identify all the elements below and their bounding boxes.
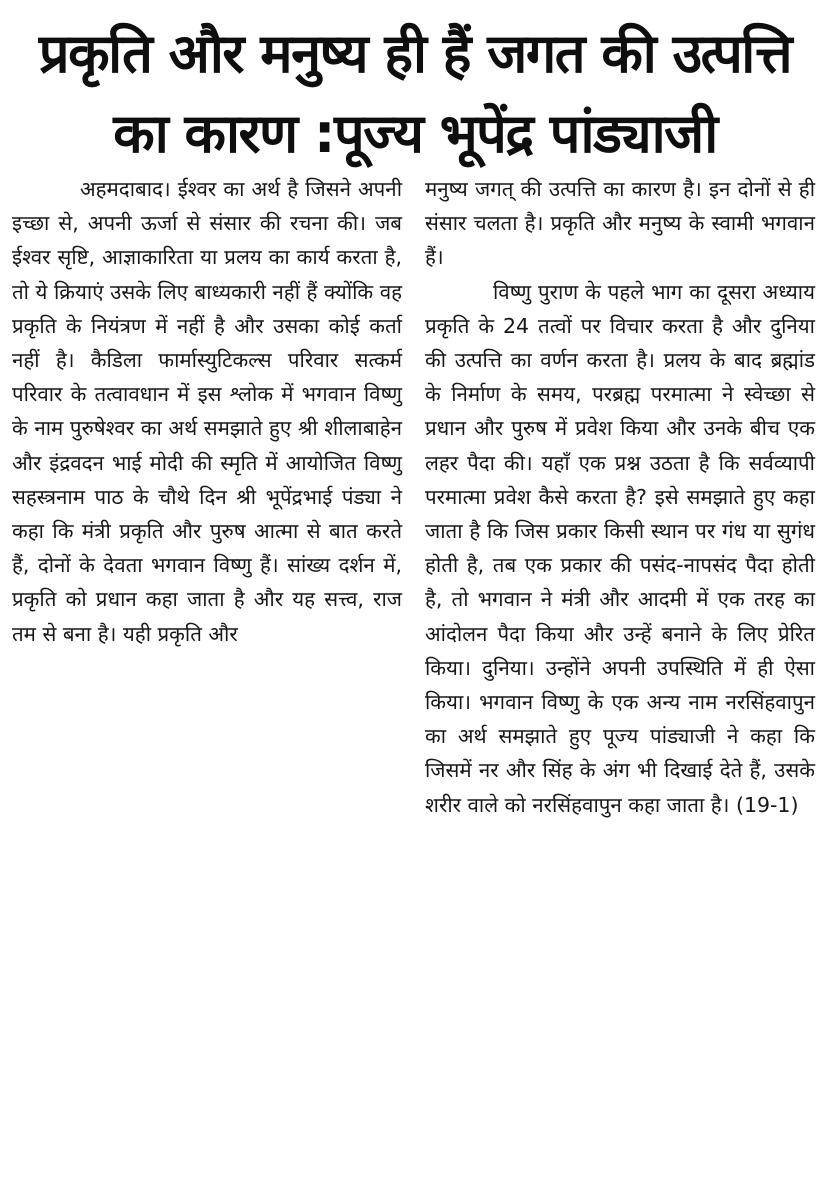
headline-line-2: का कारण :पूज्य भूपेंद्र पांड्याजी: [113, 102, 717, 165]
body-paragraph: मनुष्य जगत् की उत्पत्ति का कारण है। इन दोनों से ही संसार चलता है। प्रकृति और मनुष्य के स्वामी भगवान हैं।: [425, 177, 815, 270]
headline-line-1: प्रकृति और मनुष्य ही हैं जगत की उत्पत्ति: [38, 22, 792, 85]
body-paragraph: विष्णु पुराण के पहले भाग का दूसरा अध्याय प्रकृति के 24 तत्वों पर विचार करता है और दुनिया की उत्पत्ति का वर्णन करता है। प्रलय के बाद ब्रह्मांड के निर्माण के समय, परब्रह्म परमात्मा ने स्वेच्छा से प्रधान और पुरुष में प्रवेश किया और उनके बीच एक लहर पैदा की। यहाँ एक प्रश्न उठता है कि सर्वव्यापी परमात्मा प्रवेश कैसे करता है? इसे समझाते हुए कहा जाता है कि जिस प्रकार किसी स्थान पर गंध या सुगंध होती है, तब एक प्रकार की पसंद-नापसंद पैदा होती है, तो भगवान ने मंत्री और आदमी में एक तरह का आंदोलन पैदा किया और उन्हें बनाने के लिए प्रेरित किया। दुनिया। उन्होंने अपनी उपस्थिति में ही ऐसा किया। भगवान विष्णु के एक अन्य नाम नरसिंहवापुन का अर्थ समझाते हुए पूज्य पांड्याजी ने कहा कि जिसमें नर और सिंह के अंग भी दिखाई देते हैं, उसके शरीर वाले को नरसिंहवापुन कहा जाता है। (19-1): [425, 279, 815, 817]
article-column-left: [12, 172, 402, 651]
body-paragraph: अहमदाबाद। ईश्वर का अर्थ है जिसने अपनी इच्छा से, अपनी ऊर्जा से संसार की रचना की। जब ईश्वर सृष्टि, आज्ञाकारिता या प्रलय का कार्य करता है, तो ये क्रियाएं उसके लिए बाध्यकारी नहीं हैं क्योंकि वह प्रकृति के नियंत्रण में नहीं है और उसका कोई कर्ता नहीं है। कैडिला फार्मास्युटिकल्स परिवार सत्कर्म परिवार के तत्वावधान में इस श्लोक में भगवान विष्णु के नाम पुरुषेश्वर का अर्थ समझाते हुए श्री शीलाबाहेन और इंद्रवदन भाई मोदी की स्मृति में आयोजित विष्णु सहस्त्रनाम पाठ के चौथे दिन श्री भूपेंद्रभाई पंड्या ने कहा कि मंत्री प्रकृति और पुरुष आत्मा से बात करते हैं, दोनों के देवता भगवान विष्णु हैं। सांख्य दर्शन में, प्रकृति को प्रधान कहा जाता है और यह सत्त्व, राज तम से बना है। यही प्रकृति और: [12, 177, 402, 646]
headline: [8, 14, 822, 174]
article-column-right: [425, 172, 815, 822]
